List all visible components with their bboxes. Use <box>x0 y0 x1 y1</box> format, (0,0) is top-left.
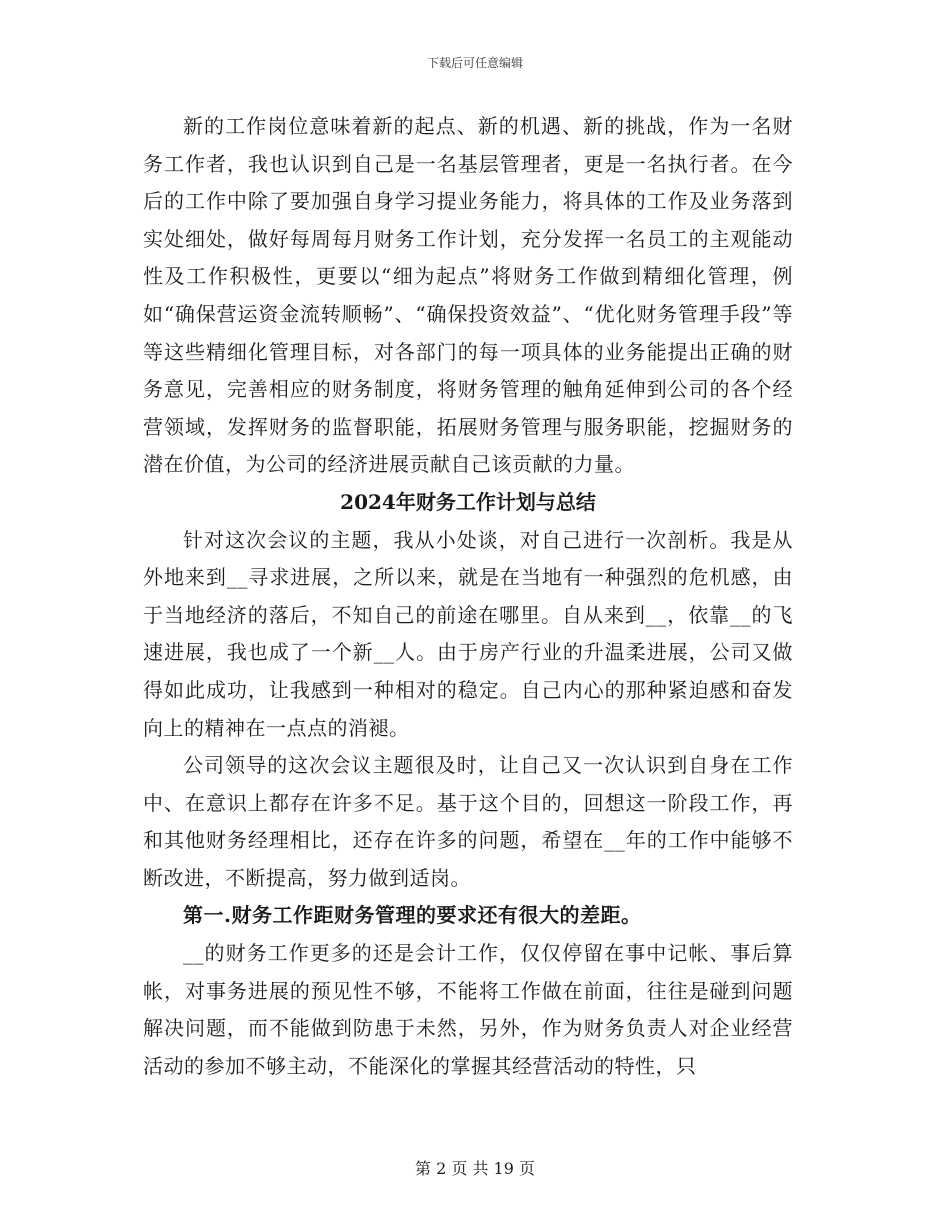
paragraph-1: 新的工作岗位意味着新的起点、新的机遇、新的挑战，作为一名财务工作者，我也认识到自己是一名基层管理者，更是一名执行者。在今后的工作中除了要加强自身学习提业务能力，将具体的工作及业务落到实处细处，做好每周每月财务工作计划，充分发挥一名员工的主观能动性及工作积极性，更要以“细为起点”将财务工作做到精细化管理，例如“确保营运资金流转顺畅”、“确保投资效益”、“优化财务管理手段”等等这些精细化管理目标，对各部门的每一项具体的业务能提出正确的财务意见，完善相应的财务制度，将财务管理的触角延伸到公司的各个经营领域，发挥财务的监督职能，拓展财务管理与服务职能，挖掘财务的潜在价值，为公司的经济进展贡献自己该贡献的力量。 <box>143 114 793 477</box>
page-number: 第 2 页 共 19 页 <box>415 1159 535 1178</box>
document-body <box>143 108 793 1085</box>
subheading-1: 第一.财务工作距财务管理的要求还有很大的差距。 <box>183 903 642 928</box>
section-title: 2024年财务工作计划与总结 <box>340 489 596 514</box>
header-note: 下载后可任意编辑 <box>426 56 523 70</box>
paragraph-4: __的财务工作更多的还是会计工作，仅仅停留在事中记帐、事后算帐，对事务进展的预见性不够，不能将工作做在前面，往往是碰到问题解决问题，而不能做到防患于未然，另外，作为财务负责人对企业经营活动的参加不够主动，不能深化的掌握其经营活动的特性，只 <box>143 941 793 1078</box>
paragraph-2: 针对这次会议的主题，我从小处谈，对自己进行一次剖析。我是从外地来到__寻求进展，之所以来，就是在当地有一种强烈的危机感，由于当地经济的落后，不知自己的前途在哪里。自从来到__，依靠__的飞速进展，我也成了一个新__人。由于房产行业的升温柔进展，公司又做得如此成功，让我感到一种相对的稳定。自己内心的那种紧迫感和奋发向上的精神在一点点的消褪。 <box>143 527 793 740</box>
paragraph-3: 公司领导的这次会议主题很及时，让自己又一次认识到自身在工作中、在意识上都存在许多不足。基于这个目的，回想这一阶段工作，再和其他财务经理相比，还存在许多的问题，希望在__年的工作中能够不断改进，不断提高，努力做到适岗。 <box>143 753 793 890</box>
